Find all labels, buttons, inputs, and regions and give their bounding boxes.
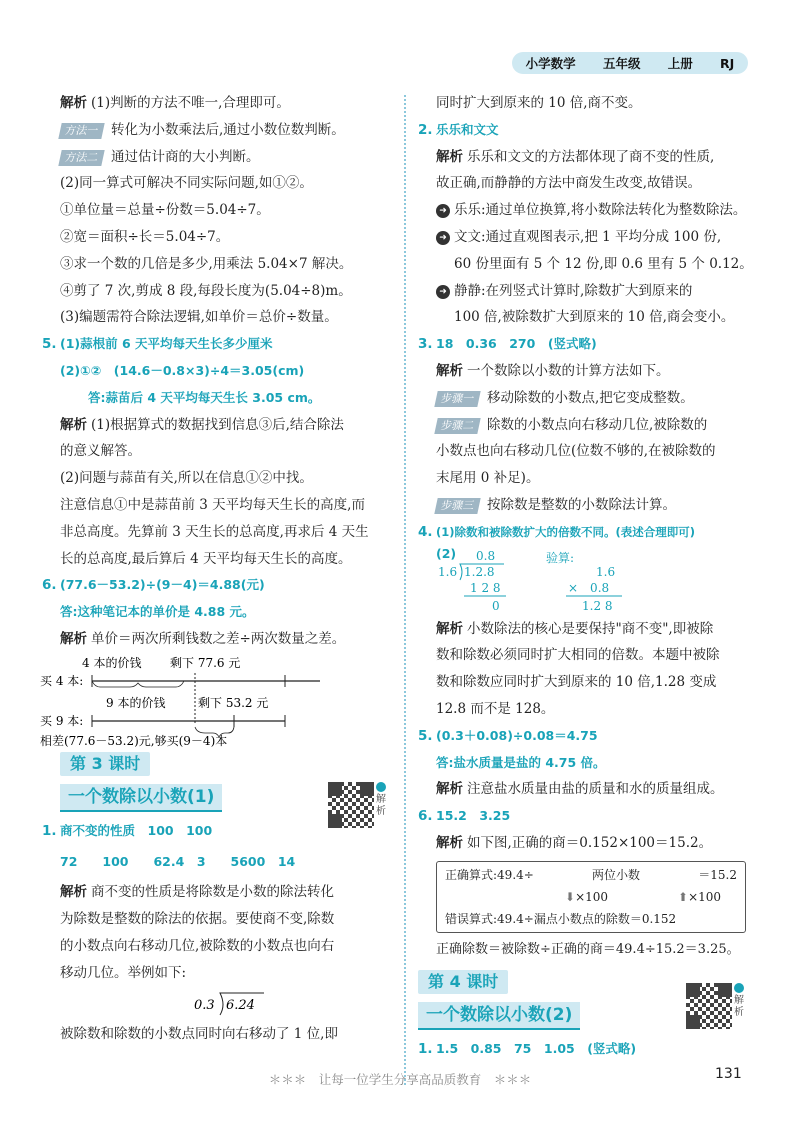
part-2-label: (2) [436,545,457,561]
quotient: 0.8 [476,548,496,563]
multiplier: × 0.8 [568,580,610,595]
answer-line: 72 100 62.4 3 5600 14 [60,853,296,869]
text-line: 注意信息①中是蒜苗前 3 天平均每天生长的高度,而 [60,496,365,513]
qr-code-icon [328,782,374,828]
point-jingjing: ➜ 静静:在列竖式计算时,除数扩大到原来的 [418,278,753,305]
step-two: 步骤二 除数的小数点向右移动几位,被除数的 [418,412,753,439]
arrow-right-icon: ➜ [436,285,450,299]
question-5: 5. (0.3＋0.08)÷0.08＝4.75 [418,727,598,744]
correct-result: ＝15.2 [698,867,737,882]
text-line: 故正确,而静静的方法中商发生改变,故错误。 [436,175,702,192]
text-line: 正确除数＝被除数÷正确的商＝49.4÷15.2＝3.25。 [436,941,740,957]
label-buy-4: 买 4 本: [40,673,84,688]
text-line: (3)编题需符合除法逻辑,如单价＝总价÷数量。 [60,309,338,326]
arrow-up-icon: ⬆ [678,889,689,904]
division-example [190,987,310,1021]
point-wenwen: ➜ 文文:通过直观图表示,把 1 平均分成 100 份, [418,224,753,251]
text-line: 数和除数应同时扩大到原来的 10 倍,1.28 变成 [436,674,717,691]
text-line: 60 份里面有 5 个 12 份,即 0.6 里有 5 个 0.12。 [454,255,753,272]
answer-line: 答:这种笔记本的单价是 4.88 元。 [60,604,255,620]
question-1: 1. 1.5 0.85 75 1.05 (竖式略) [418,1040,637,1057]
header-volume: 上册 [667,56,693,71]
long-division-block [436,546,753,616]
dividend: 1.2.8 [464,564,495,579]
question-5: 5. (1)蒜根前 6 天平均每天生长多少厘米 [42,336,273,353]
question-6: 6. (77.6－53.2)÷(9－4)＝4.88(元) [42,577,265,594]
text-line: 末尾用 0 补足)。 [436,470,540,487]
example-dividend: 6.24 [226,997,255,1013]
label-9-books-price: 9 本的价钱 [106,695,166,710]
header-banner [512,52,748,74]
question-1: 1. 商不变的性质 100 100 [42,822,213,839]
remainder: 0 [492,598,500,613]
qr-label: 解析 [376,794,386,817]
label-buy-9: 买 9 本: [40,713,84,728]
label-remain-53-2: 剩下 53.2 元 [198,695,269,710]
qr-code-icon [686,983,732,1029]
text-line: 小数点也向右移动几位(位数不够的,在被除数的 [436,443,716,460]
question-2: 2. 乐乐和文文 [418,121,499,138]
answer-line: 答:蒜苗后 4 天平均每天生长 3.05 cm。 [88,389,321,405]
header-grade: 五年级 [602,56,641,71]
arrow-right-icon: ➜ [436,204,450,218]
play-icon [376,782,386,792]
analysis-line: 解析 (1)根据算式的数据找到信息③后,结合除法 [60,416,344,433]
question-6: 6. 15.2 3.25 [418,808,511,825]
multiplicand: 1.6 [596,564,616,579]
text-line: 同时扩大到原来的 10 倍,商不变。 [436,95,642,111]
subtrahend: 1 2 8 [470,580,501,595]
text-line: 的小数点向右移动几位,被除数的小数点也向右 [60,937,335,954]
text-line: (2)问题与蒜苗有关,所以在信息①②中找。 [60,470,313,487]
text-line: 12.8 而不是 128。 [436,700,555,717]
times-100-down: ⬇×100 [565,889,609,904]
times-100-up: ⬆×100 [678,889,722,904]
wrong-formula: 错误算式:49.4÷漏点小数点的除数＝0.152 [445,911,677,926]
answer-line: (2)①② (14.6－0.8×3)÷4＝3.05(cm) [60,362,305,378]
analysis-line: 解析 如下图,正确的商＝0.152×100＝15.2。 [436,834,713,851]
step-two-tag: 步骤二 [434,418,480,434]
right-column [418,90,753,1062]
text-line: 长的总高度,最后算后 4 天平均每天生长的高度。 [60,550,352,567]
step-three: 步骤三 按除数是整数的小数除法计算。 [418,492,753,519]
text-line: ④剪了 7 次,剪成 8 段,每段长度为(5.04÷8)m。 [60,282,352,299]
two-decimal-label: 两位小数 [592,867,641,882]
example-divisor: 0.3 [194,997,215,1013]
text-line: 为除数是整数的除法的依据。要使商不变,除数 [60,911,335,928]
lesson-3-subtitle: 一个数除以小数(1) [60,784,390,818]
label-difference: 相差(77.6－53.2)元,够买(9－4)本 [40,733,228,748]
lesson-4-subtitle: 一个数除以小数(2) [418,1002,753,1036]
method-two: 方法二 通过估计商的大小判断。 [60,144,390,171]
analysis-line: 解析 (1)判断的方法不唯一,合理即可。 [60,95,290,111]
analysis-line: 解析 一个数除以小数的计算方法如下。 [436,362,670,379]
text-line: 数和除数必须同时扩大相同的倍数。本题中被除 [436,647,720,664]
lesson-3-title: 第 3 课时 [60,750,390,784]
text-line: 被除数和除数的小数点同时向右移动了 1 位,即 [60,1025,338,1042]
analysis-line: 解析 小数除法的核心是要保持"商不变",即被除 [436,620,714,637]
analysis-line: 解析 注意盐水质量由盐的质量和水的质量组成。 [436,781,724,798]
play-icon [734,983,744,993]
step-one: 步骤一 移动除数的小数点,把它变成整数。 [418,385,753,412]
label-4-books-price: 4 本的价钱 [82,655,142,670]
step-one-tag: 步骤一 [434,391,480,407]
text-line: (2)同一算式可解决不同实际问题,如①②。 [60,175,313,192]
long-division [436,546,726,616]
qr-lesson-4 [686,983,746,1029]
question-4: 4. (1)除数和被除数扩大的倍数不同。(表述合理即可) [418,523,696,540]
text-line: ②宽＝面积÷长＝5.04÷7。 [60,228,230,245]
step-three-tag: 步骤三 [434,498,480,514]
method-two-tag: 方法二 [58,150,104,166]
divisor: 1.6 [438,564,458,579]
answer-line: 答:盐水质量是盐的 4.75 倍。 [436,754,606,770]
point-lele: ➜ 乐乐:通过单位换算,将小数除法转化为整数除法。 [418,197,753,224]
analysis-line: 解析 乐乐和文文的方法都体现了商不变的性质, [436,148,715,165]
arrow-down-icon: ⬇ [565,889,576,904]
left-column [40,90,390,1047]
header-edition: RJ [720,55,735,71]
text-line: 移动几位。举例如下: [60,964,187,981]
header-subject: 小学数学 [525,56,576,71]
qr-label: 解析 [734,995,744,1018]
text-line: 100 倍,被除数扩大到原来的 10 倍,商会变小。 [454,309,735,326]
check-label: 验算: [546,550,575,565]
qr-lesson-3 [328,782,388,828]
lesson-4-title: 第 4 课时 [418,968,753,1002]
footer-slogan: ＊＊＊ 让每一位学生分享高品质教育 ＊＊＊ [268,1072,532,1087]
method-one-tag: 方法一 [58,123,104,139]
arrow-right-icon: ➜ [436,231,450,245]
method-one: 方法一 转化为小数乘法后,通过小数位数判断。 [60,117,390,144]
label-remain-77-6: 剩下 77.6 元 [170,655,241,670]
text-line: 非总高度。先算前 3 天生长的总高度,再求后 4 天生 [60,523,369,540]
quotient-figure [436,861,746,933]
product: 1.2 8 [582,598,613,613]
correct-formula: 正确算式:49.4÷ [445,867,534,882]
page-number: 131 [715,1066,742,1082]
analysis-line: 解析 单价＝两次所剩钱数之差÷两次数量之差。 [60,630,346,647]
column-divider [404,95,406,1085]
line-segment-diagram [20,653,320,748]
question-3: 3. 18 0.36 270 (竖式略) [418,336,597,353]
text-line: ③求一个数的几倍是多少,用乘法 5.04×7 解决。 [60,255,353,272]
text-line: ①单位量＝总量÷份数＝5.04÷7。 [60,202,270,219]
text-line: 的意义解答。 [60,443,141,460]
analysis-line: 解析 商不变的性质是将除数是小数的除法转化 [60,884,334,901]
